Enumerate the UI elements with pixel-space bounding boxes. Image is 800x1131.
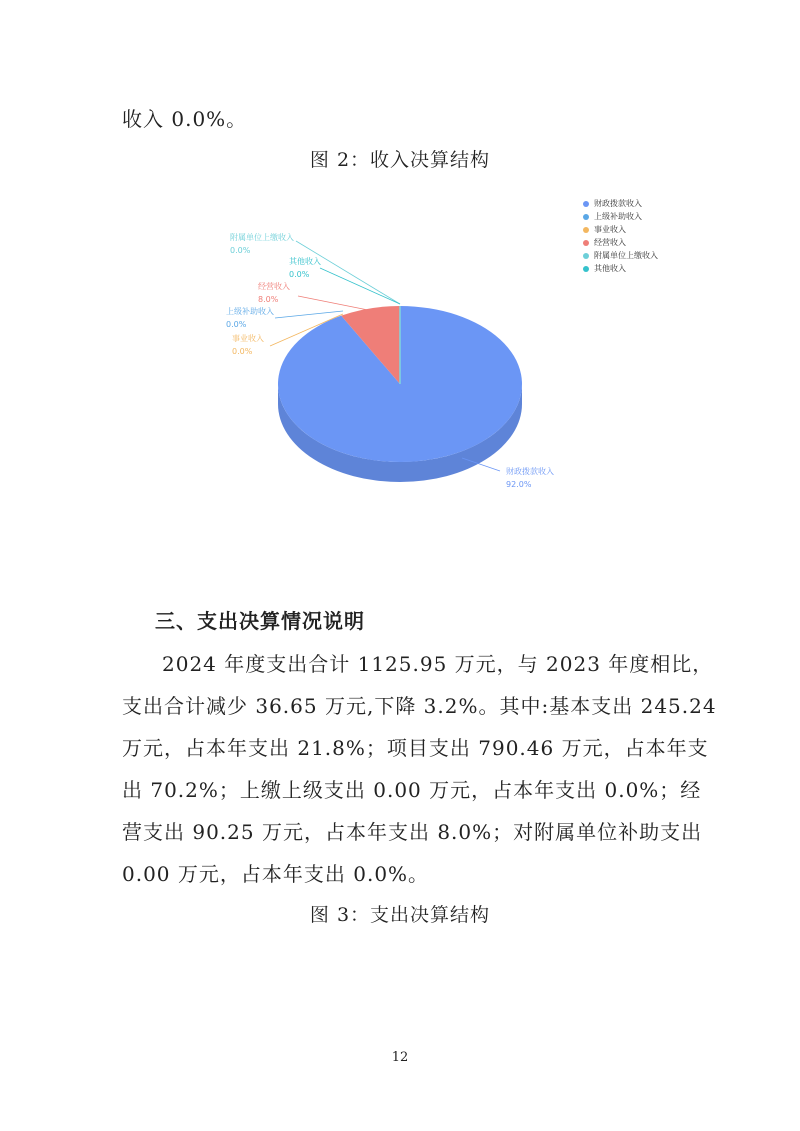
page-number: 12 [391, 1050, 409, 1065]
legend-label: 财政拨款收入 [594, 199, 642, 208]
legend-label: 附属单位上缴收入 [594, 251, 658, 260]
label-leader-line [275, 311, 343, 318]
legend-label: 其他收入 [594, 264, 626, 273]
paragraph-line: 0.00 万元，占本年支出 0.0%。 [122, 862, 430, 886]
legend-item [583, 249, 658, 262]
slice-label-value: 0.0% [289, 270, 310, 279]
paragraph-line: 2024 年度支出合计 1125.95 万元，与 2023 年度相比， [162, 652, 714, 676]
slice-label-value: 0.0% [226, 320, 247, 329]
legend-item [583, 210, 658, 223]
label-leader-line [298, 296, 368, 310]
legend-swatch [583, 266, 589, 272]
legend-item [583, 197, 658, 210]
figure-3-caption: 图 3：支出决算结构 [309, 904, 491, 926]
paragraph-line: 出 70.2%；上缴上级支出 0.00 万元，占本年支出 0.0%；经 [122, 778, 702, 802]
slice-label-value: 92.0% [506, 480, 532, 489]
slice-label-name: 经营收入 [258, 282, 290, 291]
legend-label: 经营收入 [594, 238, 626, 247]
legend-label: 上级补助收入 [594, 212, 642, 221]
slice-label-value: 0.0% [230, 246, 251, 255]
slice-label-name: 附属单位上缴收入 [230, 233, 294, 242]
income-structure-pie-chart [200, 188, 580, 518]
paragraph-line: 支出合计减少 36.65 万元,下降 3.2%。其中:基本支出 245.24 [122, 694, 717, 718]
label-leader-line [320, 268, 400, 304]
legend-item [583, 262, 658, 275]
top-text-line: 收入 0.0%。 [122, 107, 248, 131]
legend-item [583, 223, 658, 236]
legend-swatch [583, 214, 589, 220]
slice-label-name: 其他收入 [289, 257, 321, 266]
paragraph-line: 万元，占本年支出 21.8%；项目支出 790.46 万元，占本年支 [122, 736, 709, 760]
legend-swatch [583, 240, 589, 246]
label-leader-line [296, 241, 400, 304]
slice-label-value: 8.0% [258, 295, 279, 304]
legend-swatch [583, 253, 589, 259]
section-heading: 三、支出决算情况说明 [155, 609, 365, 633]
legend-item [583, 236, 658, 249]
figure-2-caption: 图 2：收入决算结构 [309, 149, 491, 171]
legend-swatch [583, 227, 589, 233]
slice-label-name: 财政拨款收入 [506, 467, 554, 476]
slice-label-name: 上级补助收入 [226, 307, 274, 316]
legend-label: 事业收入 [594, 225, 626, 234]
slice-label-value: 0.0% [232, 347, 253, 356]
legend-swatch [583, 201, 589, 207]
slice-label-name: 事业收入 [232, 334, 264, 343]
chart-legend [583, 197, 658, 275]
paragraph-line: 营支出 90.25 万元，占本年支出 8.0%；对附属单位补助支出 [122, 820, 703, 844]
